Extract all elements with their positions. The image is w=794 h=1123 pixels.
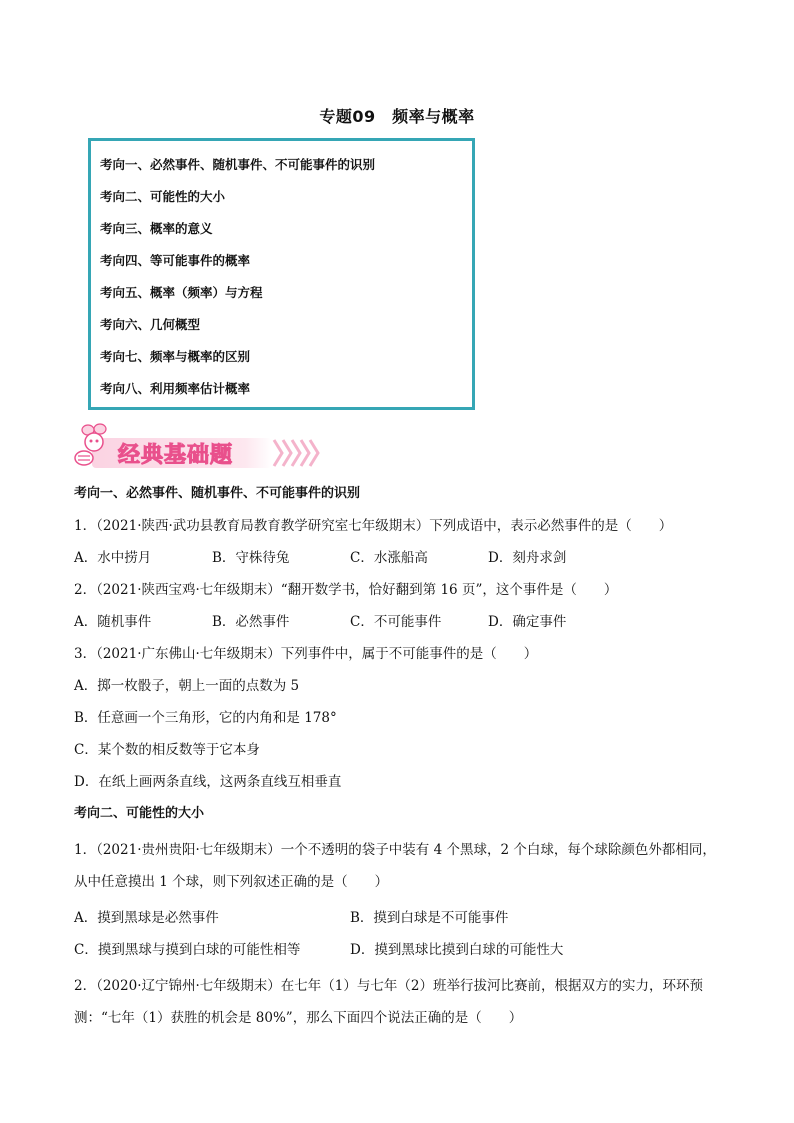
option: A．随机事件 <box>74 614 152 630</box>
option-row <box>74 546 724 570</box>
option: B．摸到白球是不可能事件 <box>350 910 509 926</box>
section-heading: 考向二、可能性的大小 <box>74 806 205 821</box>
option: D．在纸上画两条直线，这两条直线互相垂直 <box>74 774 342 790</box>
option: C．不可能事件 <box>350 614 442 630</box>
question-stem: 2．（2021·陕西宝鸡·七年级期末）“翻开数学书，恰好翻到第 16 页”，这个事件是（ ） <box>74 582 618 598</box>
topic-outline-box <box>88 138 475 410</box>
option: D．确定事件 <box>488 614 567 630</box>
question-content <box>74 482 724 1042</box>
option: B．任意画一个三角形，它的内角和是 178° <box>74 710 337 726</box>
option: C．某个数的相反数等于它本身 <box>74 742 260 758</box>
toc-item: 考向三、概率的意义 <box>100 221 213 236</box>
banner-text: 经典基础题 <box>118 443 234 468</box>
toc-item: 考向六、几何概型 <box>100 317 201 332</box>
question-stem: 1．（2021·陕西·武功县教育局教育教学研究室七年级期末）下列成语中，表示必然事件的是（ ） <box>74 518 673 534</box>
page-title: 专题09 频率与概率 <box>319 107 475 126</box>
section-banner <box>68 420 328 474</box>
option: C．水涨船高 <box>350 550 428 566</box>
toc-item: 考向七、频率与概率的区别 <box>100 349 251 364</box>
toc-item: 考向一、必然事件、随机事件、不可能事件的识别 <box>100 157 376 172</box>
toc-item: 考向八、利用频率估计概率 <box>100 381 251 396</box>
option: C．摸到黑球与摸到白球的可能性相等 <box>74 942 301 958</box>
chevron-decor-icon <box>274 440 318 466</box>
section-heading: 考向一、必然事件、随机事件、不可能事件的识别 <box>74 486 361 501</box>
toc-item: 考向二、可能性的大小 <box>100 189 226 204</box>
toc-item: 考向五、概率（频率）与方程 <box>100 285 263 300</box>
option: A．水中捞月 <box>74 550 152 566</box>
option: B．守株待兔 <box>212 550 290 566</box>
option-row <box>74 610 724 634</box>
question-stem: 3．（2021·广东佛山·七年级期末）下列事件中，属于不可能事件的是（ ） <box>74 646 538 662</box>
option: B．必然事件 <box>212 614 290 630</box>
option: D．摸到黑球比摸到白球的可能性大 <box>350 942 564 958</box>
question-stem: 2．（2020·辽宁锦州·七年级期末）在七年（1）与七年（2）班举行拔河比赛前，根据双方的实力，环环预测：“七年（1）获胜的机会是 80%”，那么下面四个说法正确的是（ ） <box>74 978 703 1026</box>
toc-item: 考向四、等可能事件的概率 <box>100 253 251 268</box>
question-stem: 1．（2021·贵州贵阳·七年级期末）一个不透明的袋子中装有 4 个黑球，2 个白球，每个球除颜色外都相同，从中任意摸出 1 个球，则下列叙述正确的是（ ） <box>74 842 716 890</box>
option-row <box>74 906 724 930</box>
option: A．摸到黑球是必然事件 <box>74 910 219 926</box>
option: A．掷一枚骰子，朝上一面的点数为 5 <box>74 678 300 694</box>
option: D．刻舟求剑 <box>488 550 567 566</box>
option-row <box>74 938 724 962</box>
